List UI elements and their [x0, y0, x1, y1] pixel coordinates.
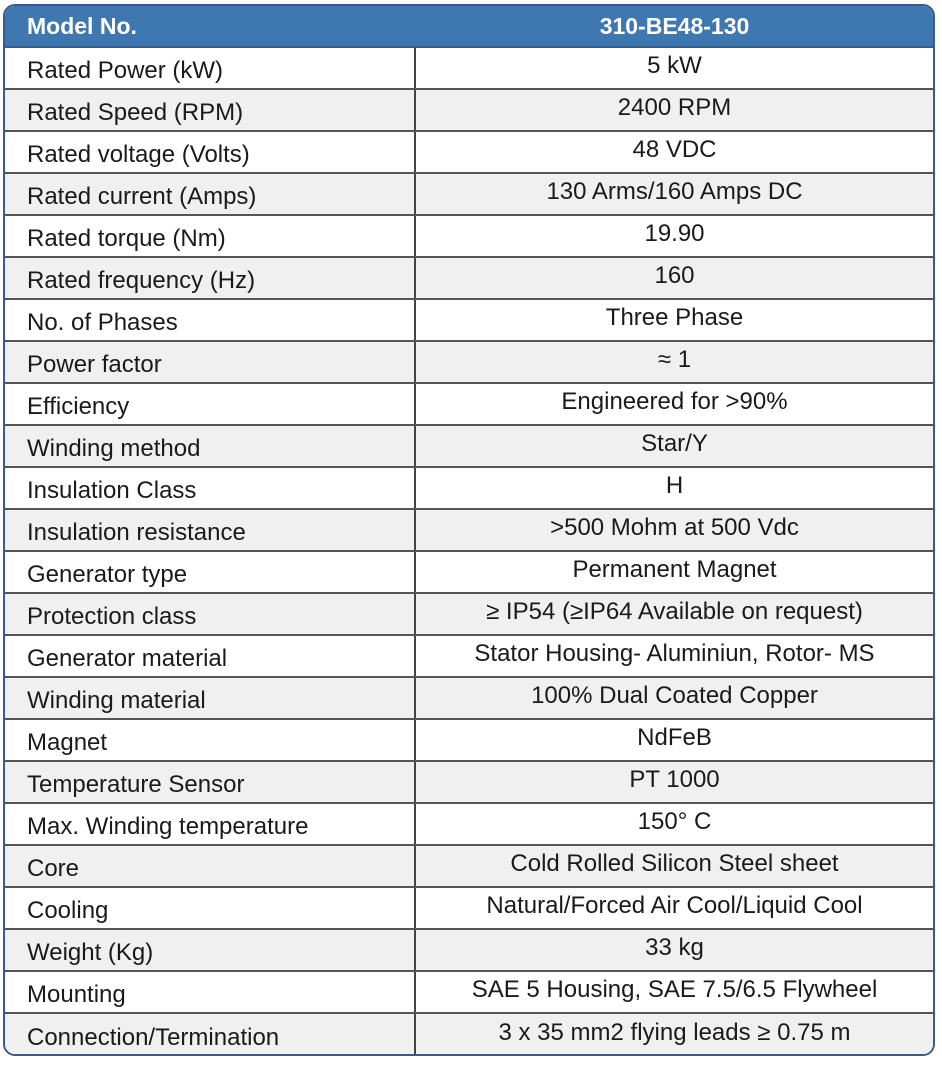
table-row	[5, 594, 933, 636]
table-row	[5, 720, 933, 762]
spec-label: No. of Phases	[5, 300, 416, 340]
spec-label: Rated Speed (RPM)	[5, 90, 416, 130]
spec-value: SAE 5 Housing, SAE 7.5/6.5 Flywheel	[471, 976, 878, 1003]
spec-value: H	[665, 472, 684, 499]
table-row	[5, 930, 933, 972]
spec-label: Insulation resistance	[5, 510, 416, 550]
spec-label: Insulation Class	[5, 468, 416, 508]
spec-label: Power factor	[5, 342, 416, 382]
spec-value: 3 x 35 mm2 flying leads ≥ 0.75 m	[498, 1019, 851, 1046]
table-row	[5, 762, 933, 804]
table-row	[5, 468, 933, 510]
spec-value: 48 VDC	[632, 136, 717, 163]
header-label: Model No.	[27, 12, 137, 39]
spec-label: Rated Power (kW)	[5, 48, 416, 88]
spec-value: NdFeB	[637, 724, 712, 751]
spec-label: Winding method	[5, 426, 416, 466]
table-row	[5, 216, 933, 258]
table-row	[5, 636, 933, 678]
table-row	[5, 804, 933, 846]
table-row	[5, 846, 933, 888]
spec-value: Permanent Magnet	[572, 556, 777, 583]
table-body	[5, 48, 933, 1056]
table-header	[5, 6, 933, 48]
table-row	[5, 888, 933, 930]
table-row	[5, 972, 933, 1014]
spec-value: Cold Rolled Silicon Steel sheet	[510, 850, 839, 877]
spec-value: ≈ 1	[657, 346, 692, 373]
spec-value: Three Phase	[605, 304, 744, 331]
spec-label: Magnet	[5, 720, 416, 760]
table-row	[5, 258, 933, 300]
spec-value: 150° C	[637, 808, 712, 835]
table-row	[5, 174, 933, 216]
spec-label: Max. Winding temperature	[5, 804, 416, 844]
spec-value: PT 1000	[629, 766, 720, 793]
spec-label: Core	[5, 846, 416, 886]
header-model-value: 310-BE48-130	[599, 12, 750, 39]
spec-label: Rated voltage (Volts)	[5, 132, 416, 172]
spec-label: Temperature Sensor	[5, 762, 416, 802]
table-row	[5, 384, 933, 426]
table-row	[5, 678, 933, 720]
spec-value: Engineered for >90%	[561, 388, 788, 415]
spec-label: Connection/Termination	[5, 1014, 416, 1056]
spec-value: ≥ IP54 (≥IP64 Available on request)	[486, 598, 863, 625]
spec-label: Efficiency	[5, 384, 416, 424]
spec-value: 33 kg	[645, 934, 704, 961]
spec-label: Protection class	[5, 594, 416, 634]
spec-label: Generator material	[5, 636, 416, 676]
spec-value: 130 Arms/160 Amps DC	[546, 178, 803, 205]
table-row	[5, 426, 933, 468]
table-row	[5, 510, 933, 552]
table-row	[5, 300, 933, 342]
table-row	[5, 342, 933, 384]
spec-value: >500 Mohm at 500 Vdc	[550, 514, 799, 541]
spec-value: 19.90	[644, 220, 705, 247]
spec-label: Generator type	[5, 552, 416, 592]
table-row	[5, 1014, 933, 1056]
spec-label: Rated current (Amps)	[5, 174, 416, 214]
table-row	[5, 48, 933, 90]
spec-value: 5 kW	[647, 52, 702, 79]
spec-label: Rated torque (Nm)	[5, 216, 416, 256]
spec-label: Weight (Kg)	[5, 930, 416, 970]
spec-value: Stator Housing- Aluminiun, Rotor- MS	[474, 640, 875, 667]
spec-table	[3, 4, 935, 1056]
spec-value: 160	[654, 262, 695, 289]
spec-label: Cooling	[5, 888, 416, 928]
spec-value: 2400 RPM	[617, 94, 732, 121]
spec-label: Winding material	[5, 678, 416, 718]
spec-value: Star/Y	[641, 430, 708, 457]
table-row	[5, 90, 933, 132]
spec-label: Rated frequency (Hz)	[5, 258, 416, 298]
table-row	[5, 132, 933, 174]
spec-value: 100% Dual Coated Copper	[531, 682, 818, 709]
spec-label: Mounting	[5, 972, 416, 1012]
spec-value: Natural/Forced Air Cool/Liquid Cool	[486, 892, 863, 919]
table-row	[5, 552, 933, 594]
